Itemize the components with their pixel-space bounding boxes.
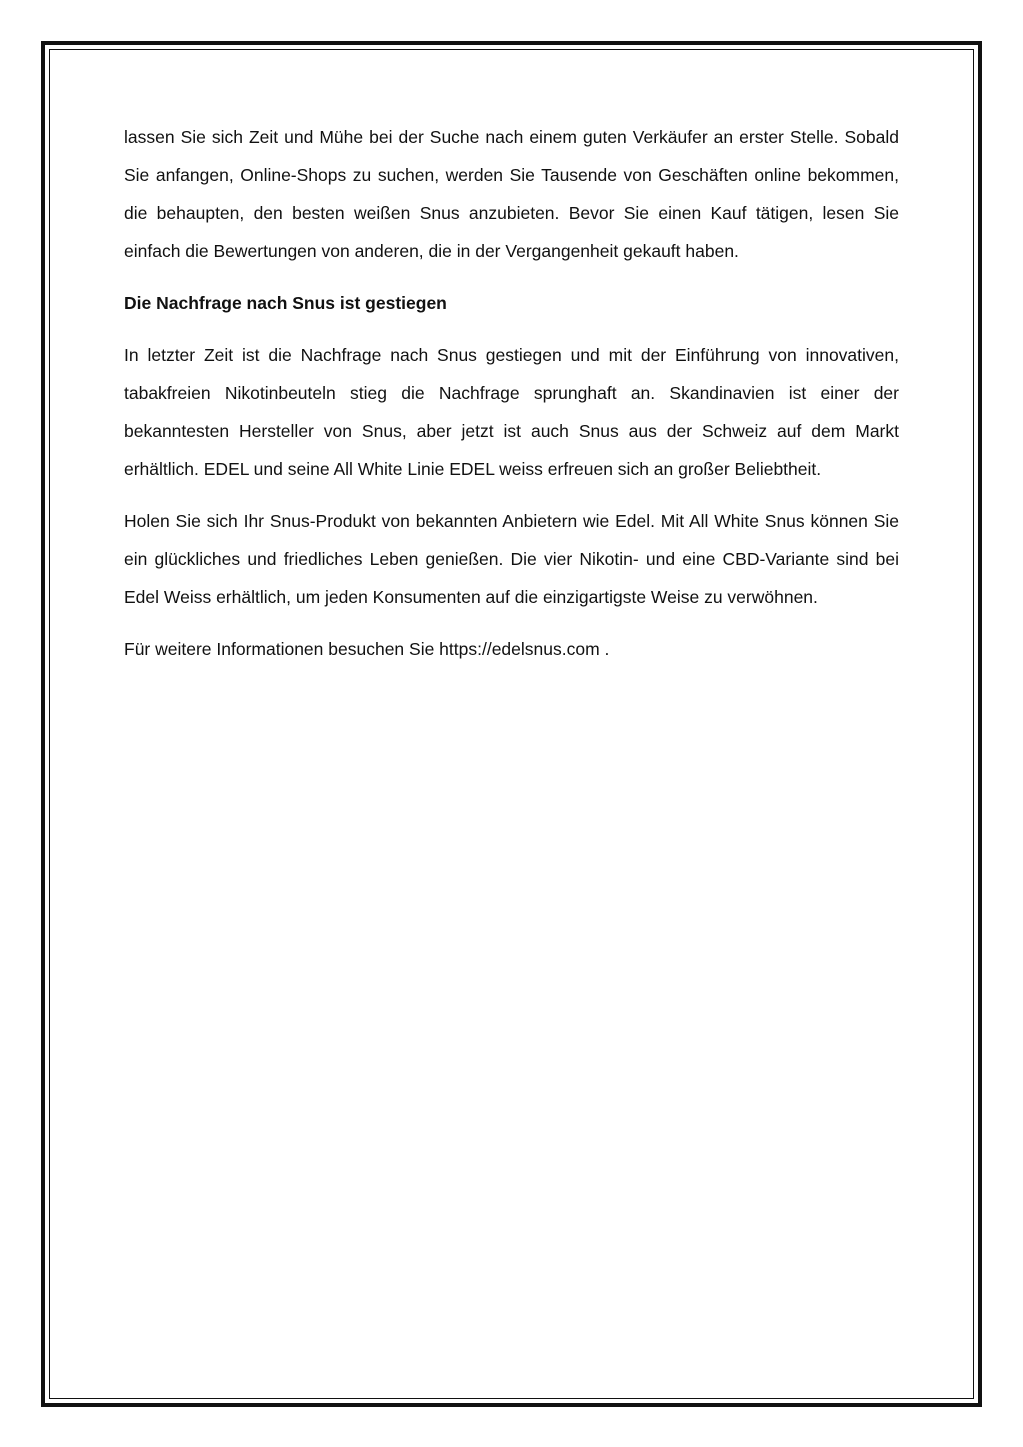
paragraph-product: Holen Sie sich Ihr Snus-Produkt von bekannten Anbietern wie Edel. Mit All White Snus können Sie ein glückliches und friedliches Leben genießen. Die vier Nikotin- und eine CBD-Variante sind bei Edel Weiss erhältlich, um jeden Konsumenten auf die einzigartigste Weise zu verwöhnen. [124, 511, 899, 607]
paragraph-more-info: Für weitere Informationen besuchen Sie https://edelsnus.com . [124, 639, 610, 659]
section-heading: Die Nachfrage nach Snus ist gestiegen [124, 293, 447, 313]
paragraph-demand: In letzter Zeit ist die Nachfrage nach Snus gestiegen und mit der Einführung von innovativen, tabakfreien Nikotinbeuteln stieg die Nachfrage sprunghaft an. Skandinavien ist einer der bekanntesten Hersteller von Snus, aber jetzt ist auch Snus aus der Schweiz auf dem Markt erhältlich. EDEL und seine All White Linie EDEL weiss erfreuen sich an großer Beliebtheit. [124, 345, 899, 479]
document-body [124, 118, 899, 682]
paragraph-seller-search: lassen Sie sich Zeit und Mühe bei der Suche nach einem guten Verkäufer an erster Stelle. Sobald Sie anfangen, Online-Shops zu suchen, werden Sie Tausende von Geschäften online bekommen, die behaupten, den besten weißen Snus anzubieten. Bevor Sie einen Kauf tätigen, lesen Sie einfach die Bewertungen von anderen, die in der Vergangenheit gekauft haben. [124, 127, 899, 261]
